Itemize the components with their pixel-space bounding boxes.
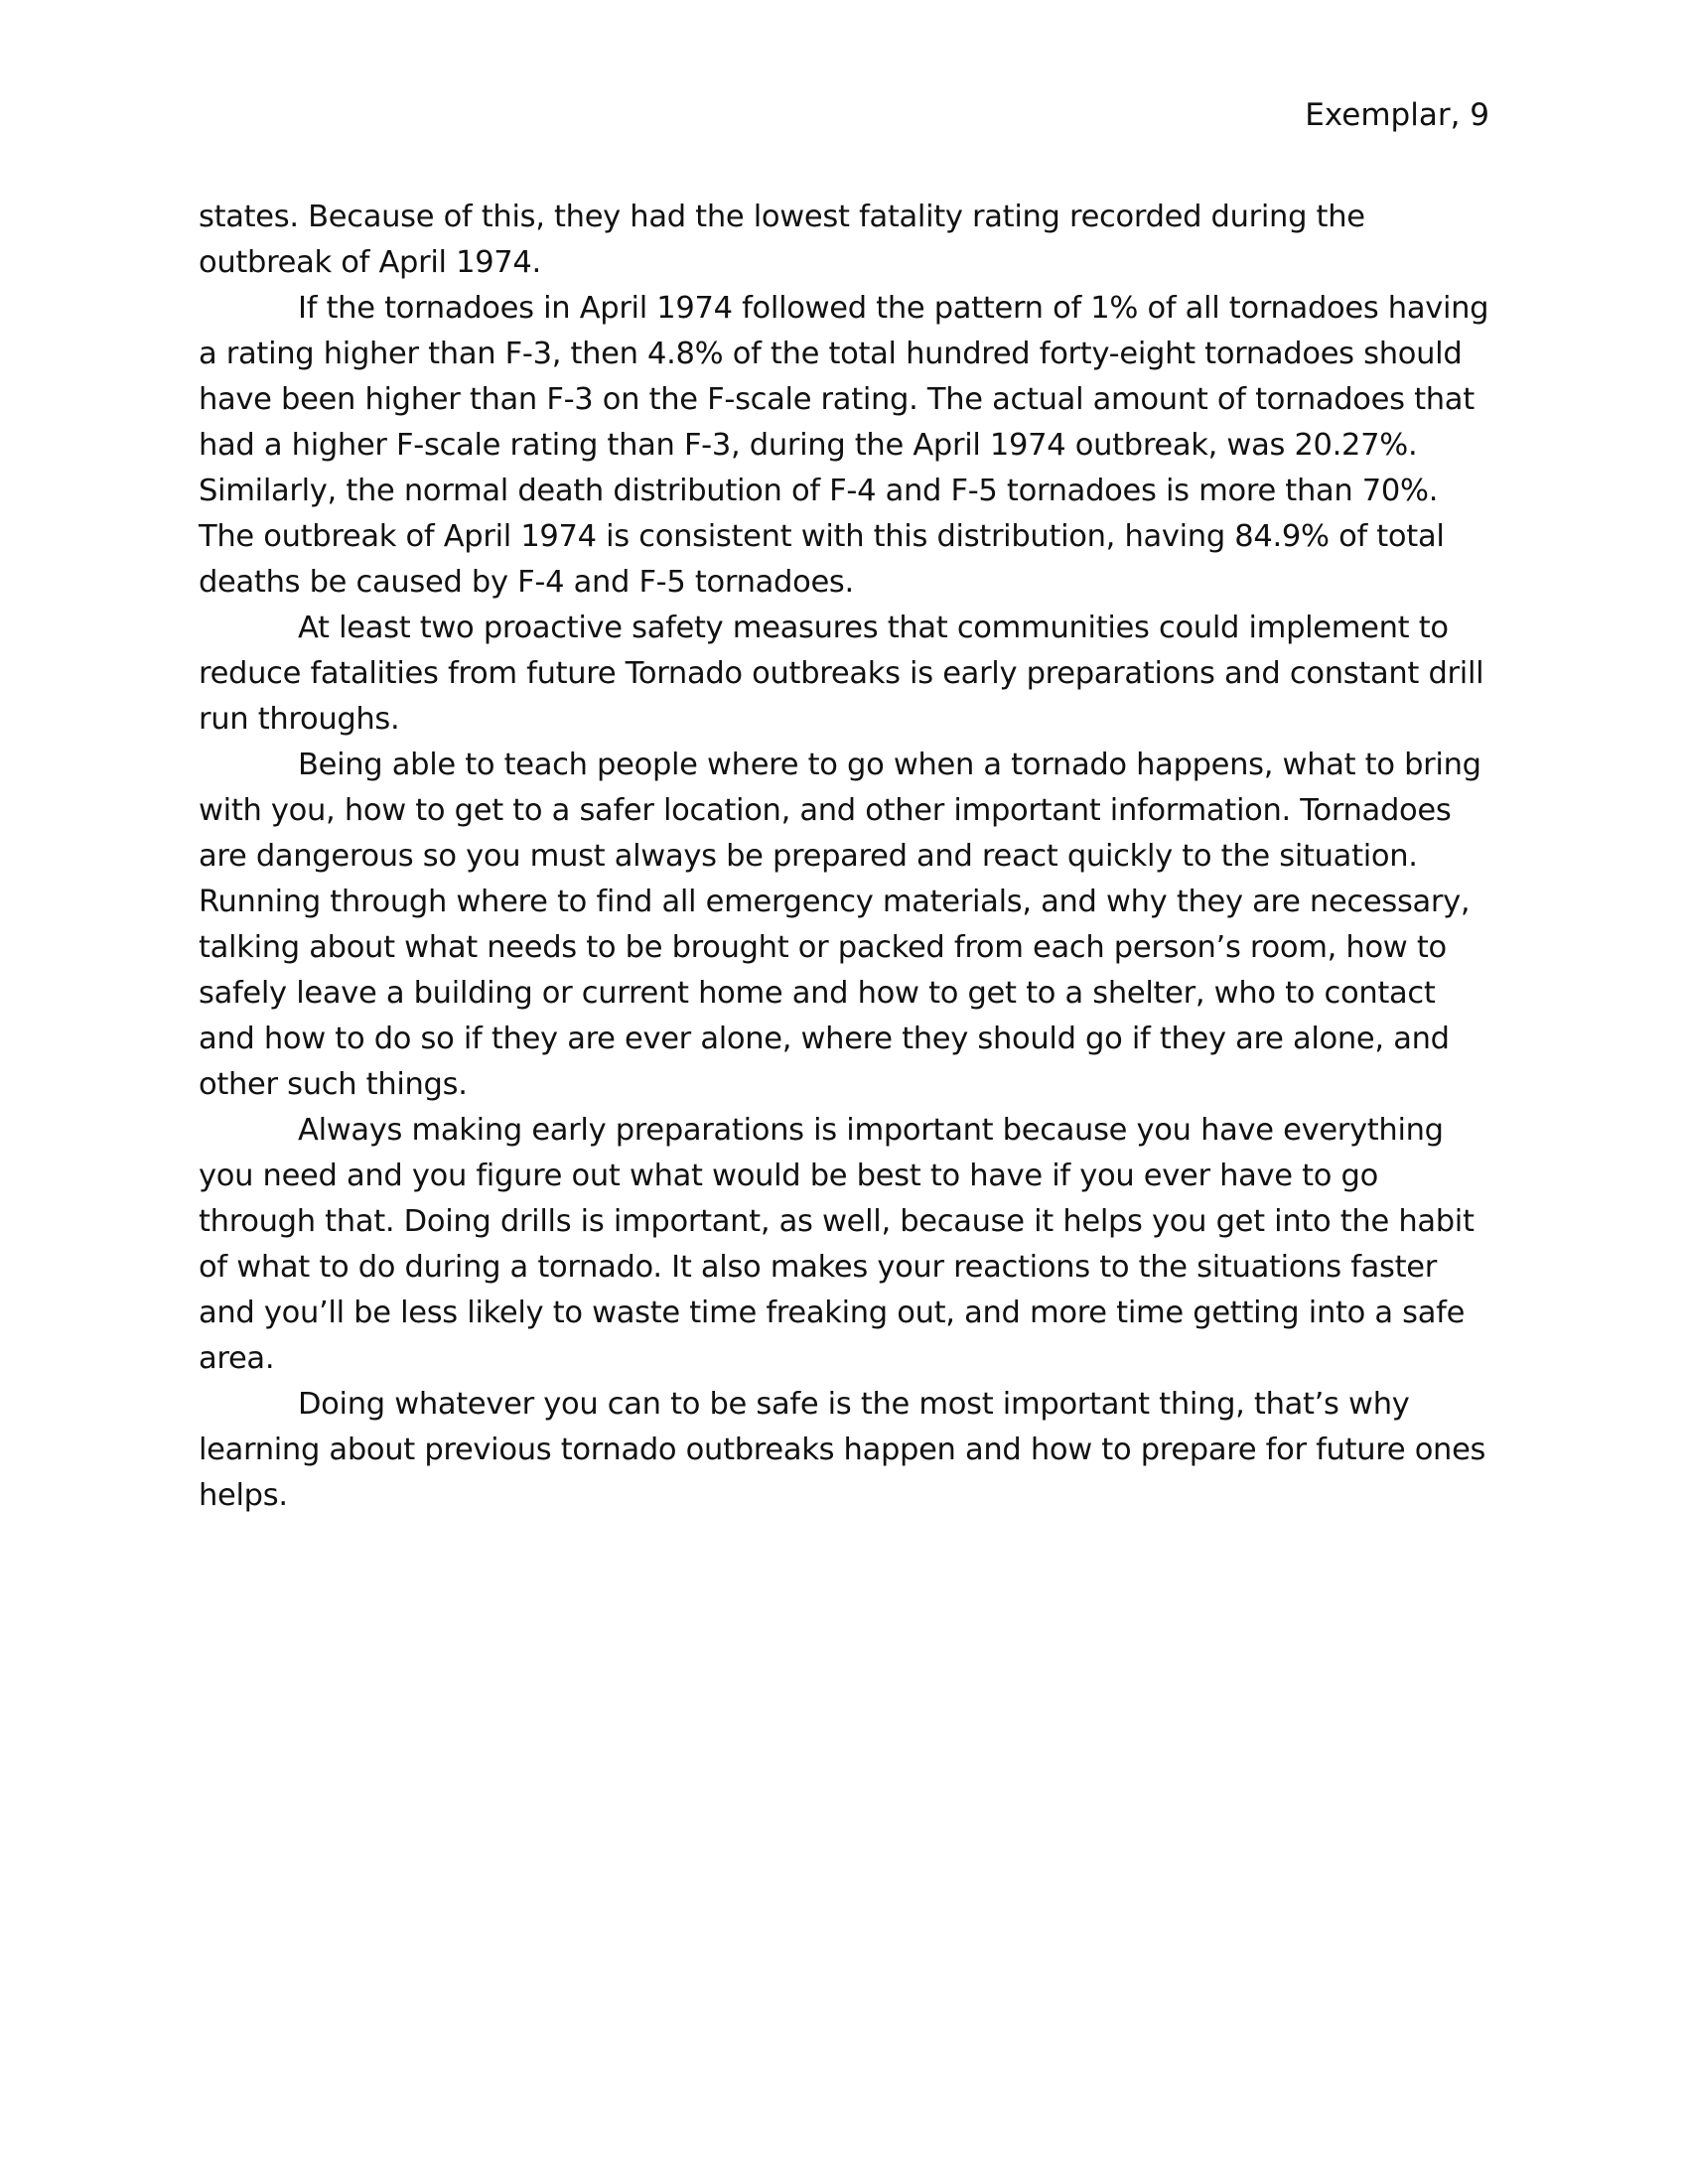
paragraph-3: At least two proactive safety measures that communities could implement to reduce fatalities from future Tornado outbreaks is early preparations and constant drill run throughs.	[199, 611, 1484, 737]
paragraph-4: Being able to teach people where to go when a tornado happens, what to bring with you, how to get to a safer location, and other important information. Tornadoes are dangerous so you must always be prepared and react quickly to the situation. Running through where to find all emergency materials, and why they are necessary, talking about what needs to be brought or packed from each person’s room, how to safely leave a building or current home and how to get to a shelter, who to contact and how to do so if they are ever alone, where they should go if they are alone, and other such things.	[199, 748, 1481, 1102]
paragraph-5: Always making early preparations is important because you have everything you need and you figure out what would be best to have if you ever have to go through that. Doing drills is important, as well, because it helps you get into the habit of what to do during a tornado. It also makes your reactions to the situations faster and you’ll be less likely to waste time freaking out, and more time getting into a safe area.	[199, 1113, 1475, 1376]
paragraph-2: If the tornadoes in April 1974 followed the pattern of 1% of all tornadoes having a rating higher than F-3, then 4.8% of the total hundred forty-eight tornadoes should have been higher than F-3 on the F-scale rating. The actual amount of tornadoes that had a higher F-scale rating than F-3, during the April 1974 outbreak, was 20.27%. Similarly, the normal death distribution of F-4 and F-5 tornadoes is more than 70%. The outbreak of April 1974 is consistent with this distribution, having 84.9% of total deaths be caused by F-4 and F-5 tornadoes.	[199, 291, 1489, 600]
paragraph-1: states. Because of this, they had the lowest fatality rating recorded during the outbreak of April 1974.	[199, 200, 1365, 280]
body-text	[199, 195, 1489, 1519]
paragraph-6: Doing whatever you can to be safe is the most important thing, that’s why learning about previous tornado outbreaks happen and how to prepare for future ones helps.	[199, 1387, 1486, 1513]
running-head: Exemplar, 9	[1305, 97, 1489, 133]
